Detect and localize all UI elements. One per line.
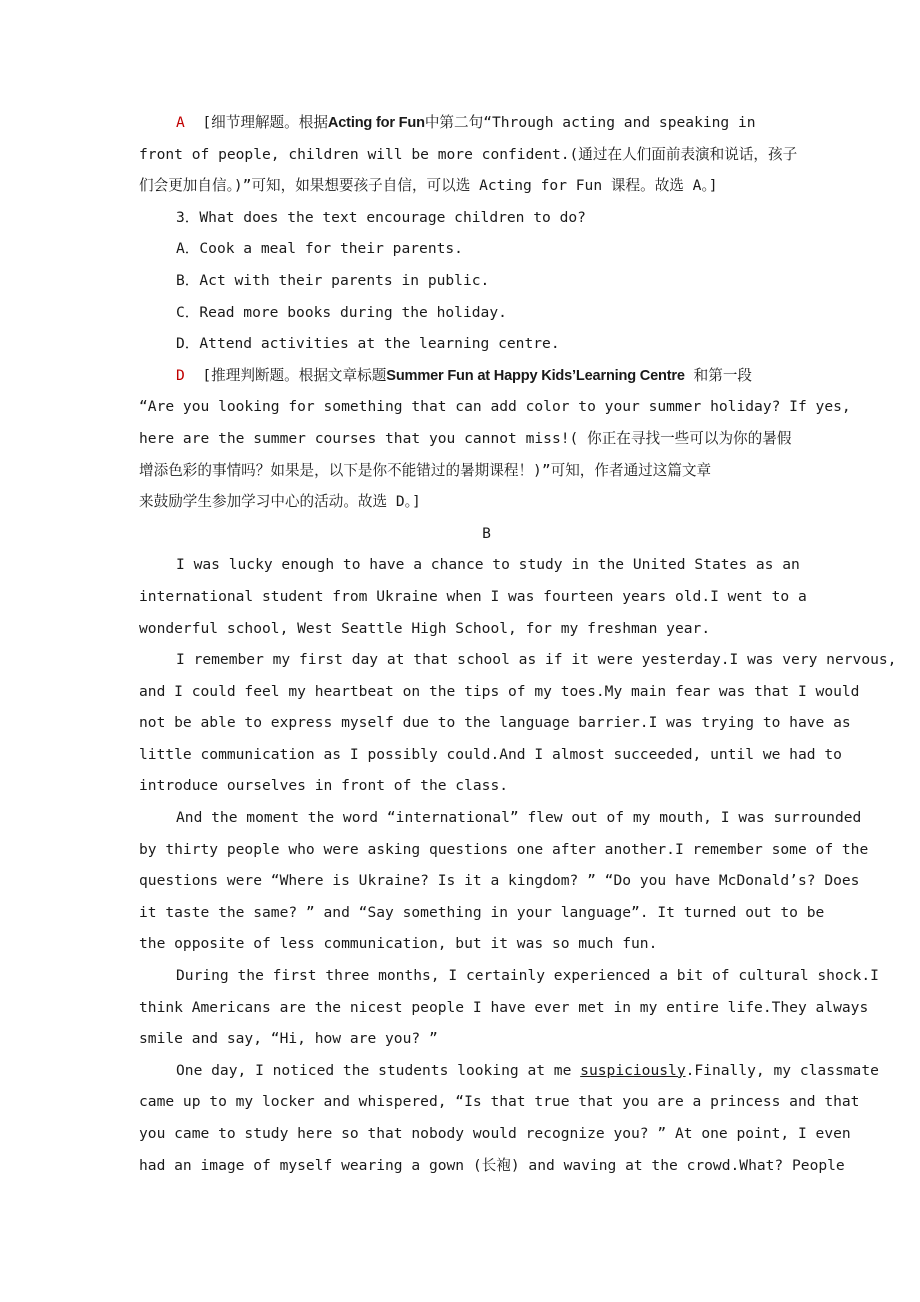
passage-line: And the moment the word “international” flew out of my mouth, I was surrounded: [176, 809, 862, 827]
underlined-word: suspiciously: [580, 1061, 686, 1079]
explanation-line: “Are you looking for something that can add color to your summer holiday? If yes,: [139, 398, 851, 416]
answer-letter: D: [176, 366, 185, 384]
answer-line: [139, 107, 834, 139]
explanation-line: 们会更加自信。)”可知，如果想要孩子自信，可以选 Acting for Fun 课程。故选 A。]: [139, 177, 718, 195]
passage-line: and I could feel my heartbeat on the tips of my toes.My main fear was that I would: [139, 682, 860, 700]
passage-line: the opposite of less communication, but it was so much fun.: [139, 935, 658, 953]
explanation-text: [细节理解题。根据: [202, 114, 328, 131]
passage-line: [139, 1055, 879, 1087]
option-b: B．Act with their parents in public.: [176, 271, 490, 289]
question-stem: 3．What does the text encourage children to do?: [176, 208, 586, 226]
explanation-text: [推理判断题。根据文章标题: [202, 366, 387, 384]
section-heading: B: [482, 524, 491, 542]
passage-line: came up to my locker and whispered, “Is that true that you are a princess and that: [139, 1093, 860, 1111]
explanation-text: 中第二句“Through acting and speaking in: [424, 114, 756, 131]
passage-line: think Americans are the nicest people I have ever met in my entire life.They always: [139, 998, 869, 1016]
passage-line: not be able to express myself due to the language barrier.I was trying to have as: [139, 714, 851, 732]
explanation-line: front of people, children will be more confident.(通过在人们面前表演和说话，孩子: [139, 145, 798, 163]
passage-line: During the first three months, I certainly experienced a bit of cultural shock.I: [176, 967, 879, 985]
answer-line: [139, 360, 834, 392]
course-title: Acting for Fun: [327, 115, 425, 131]
passage-line: had an image of myself wearing a gown (长袍) and waving at the crowd.What? People: [139, 1156, 845, 1174]
document-page: [139, 107, 897, 1181]
passage-line: I remember my first day at that school as if it were yesterday.I was very nervous,: [176, 651, 897, 669]
passage-line: it taste the same? ” and “Say something in your language”. It turned out to be: [139, 903, 825, 921]
passage-line: international student from Ukraine when I was fourteen years old.I went to a: [139, 587, 807, 605]
passage-text: .Finally, my classmate: [685, 1061, 879, 1079]
passage-text: One day, I noticed the students looking at me: [176, 1061, 581, 1079]
passage-line: smile and say, “Hi, how are you? ”: [139, 1030, 438, 1048]
explanation-line: here are the summer courses that you cannot miss!( 你正在寻找一些可以为你的暑假: [139, 429, 792, 447]
passage-line: introduce ourselves in front of the class.: [139, 777, 509, 795]
passage-line: I was lucky enough to have a chance to study in the United States as an: [176, 556, 800, 574]
explanation-text: 和第一段: [693, 366, 753, 384]
article-title: Summer Fun at Happy Kids’Learning Centre: [386, 367, 685, 384]
passage-line: questions were “Where is Ukraine? Is it a kingdom? ” “Do you have McDonald’s? Does: [139, 872, 860, 890]
option-c: C．Read more books during the holiday.: [176, 303, 507, 321]
explanation-line: 来鼓励学生参加学习中心的活动。故选 D。]: [139, 493, 421, 511]
explanation-line: 增添色彩的事情吗？如果是，以下是你不能错过的暑期课程！)”可知，作者通过这篇文章: [139, 461, 712, 479]
passage-line: little communication as I possibly could.And I almost succeeded, until we had to: [139, 745, 842, 763]
passage-line: wonderful school, West Seattle High School, for my freshman year.: [139, 619, 711, 637]
passage-line: by thirty people who were asking questions one after another.I remember some of the: [139, 840, 869, 858]
passage-line: you came to study here so that nobody would recognize you? ” At one point, I even: [139, 1125, 851, 1142]
option-d: D．Attend activities at the learning centre.: [176, 335, 560, 353]
option-a: A．Cook a meal for their parents.: [176, 240, 463, 258]
answer-letter: A: [176, 114, 185, 131]
